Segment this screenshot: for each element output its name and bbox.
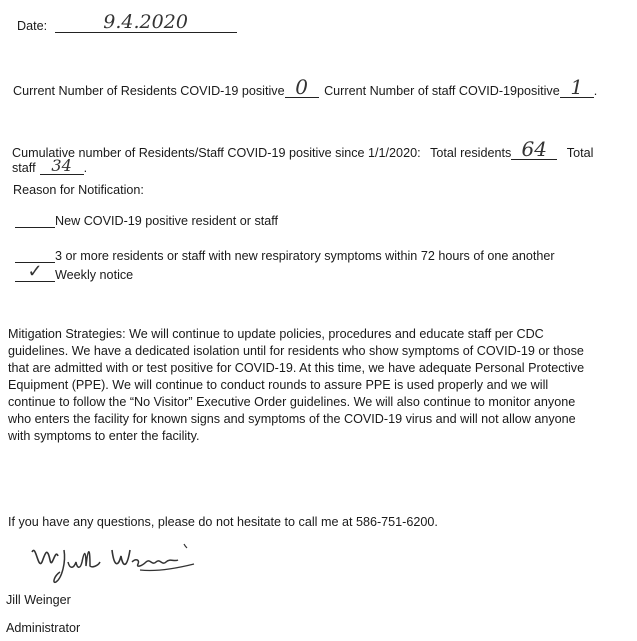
mitigation-paragraph: [8, 326, 608, 445]
staff-positive-end: .: [593, 84, 598, 98]
cumulative-label: Cumulative number of Residents/Staff COVID-19 positive since 1/1/2020:: [12, 146, 421, 160]
reason-option-label: 3 or more residents or staff with new respiratory symptoms within 72 hours of one another: [55, 249, 555, 263]
current-counts-row: [13, 75, 598, 99]
reason-checkbox-weekly[interactable]: [15, 261, 55, 282]
mitigation-line: guidelines. We have a dedicated isolation until for residents who show symptoms of COVID-19 or those: [8, 344, 584, 358]
cumulative-staff-value: 34: [51, 156, 72, 175]
date-field[interactable]: [55, 11, 237, 33]
date-value: 9.4.2020: [103, 11, 188, 33]
date-row: [17, 11, 237, 33]
residents-positive-value: 0: [295, 75, 308, 99]
mitigation-line: continue to follow the “No Visitor” Executive Order guidelines. We will also continue to monitor anyone: [8, 395, 576, 409]
cumulative-staff-label: staff: [12, 161, 36, 175]
total-residents-label: Total residents: [430, 146, 512, 160]
mitigation-line: Mitigation Strategies: We will continue to update policies, procedures and educate staff per CDC: [8, 327, 544, 341]
reason-option: [15, 261, 134, 282]
mitigation-line: that are admitted with or test positive for COVID-19. At this time, we have adequate Personal Protective: [8, 361, 585, 375]
staff-positive-field[interactable]: [560, 75, 594, 99]
reason-option: [15, 213, 278, 228]
check-icon: ✓: [27, 261, 43, 282]
handwritten-signature: [28, 540, 198, 591]
cumulative-staff-field[interactable]: [40, 156, 84, 175]
date-label: Date:: [17, 19, 48, 33]
total-label: Total: [566, 146, 594, 160]
reason-option-label: Weekly notice: [55, 268, 134, 282]
total-residents-value: 64: [521, 137, 547, 161]
cumulative-staff-end: .: [83, 161, 88, 175]
reason-heading: Reason for Notification:: [13, 183, 144, 197]
signer-name: Jill Weinger: [6, 593, 71, 607]
cumulative-row: [12, 137, 594, 161]
reason-option: [15, 248, 555, 263]
staff-positive-label: Current Number of staff COVID-19positive: [324, 84, 560, 98]
mitigation-line: Equipment (PPE). We will continue to conduct rounds to assure PPE is used properly and we will: [8, 378, 549, 392]
residents-positive-label: Current Number of Residents COVID-19 positive: [13, 84, 285, 98]
signer-title: Administrator: [6, 621, 81, 635]
cumulative-staff-row: [12, 156, 88, 175]
residents-positive-field[interactable]: [285, 75, 319, 99]
reason-option-label: New COVID-19 positive resident or staff: [55, 214, 279, 228]
reason-checkbox-new-positive[interactable]: [15, 213, 55, 228]
mitigation-line: with symptoms to enter the facility.: [8, 429, 200, 443]
mitigation-line: who enters the facility for known signs and symptoms of the COVID-19 virus and will not allow anyone: [8, 412, 576, 426]
contact-line: If you have any questions, please do not hesitate to call me at 586-751-6200.: [8, 515, 438, 529]
staff-positive-value: 1: [570, 75, 584, 99]
total-residents-field[interactable]: [511, 137, 557, 161]
